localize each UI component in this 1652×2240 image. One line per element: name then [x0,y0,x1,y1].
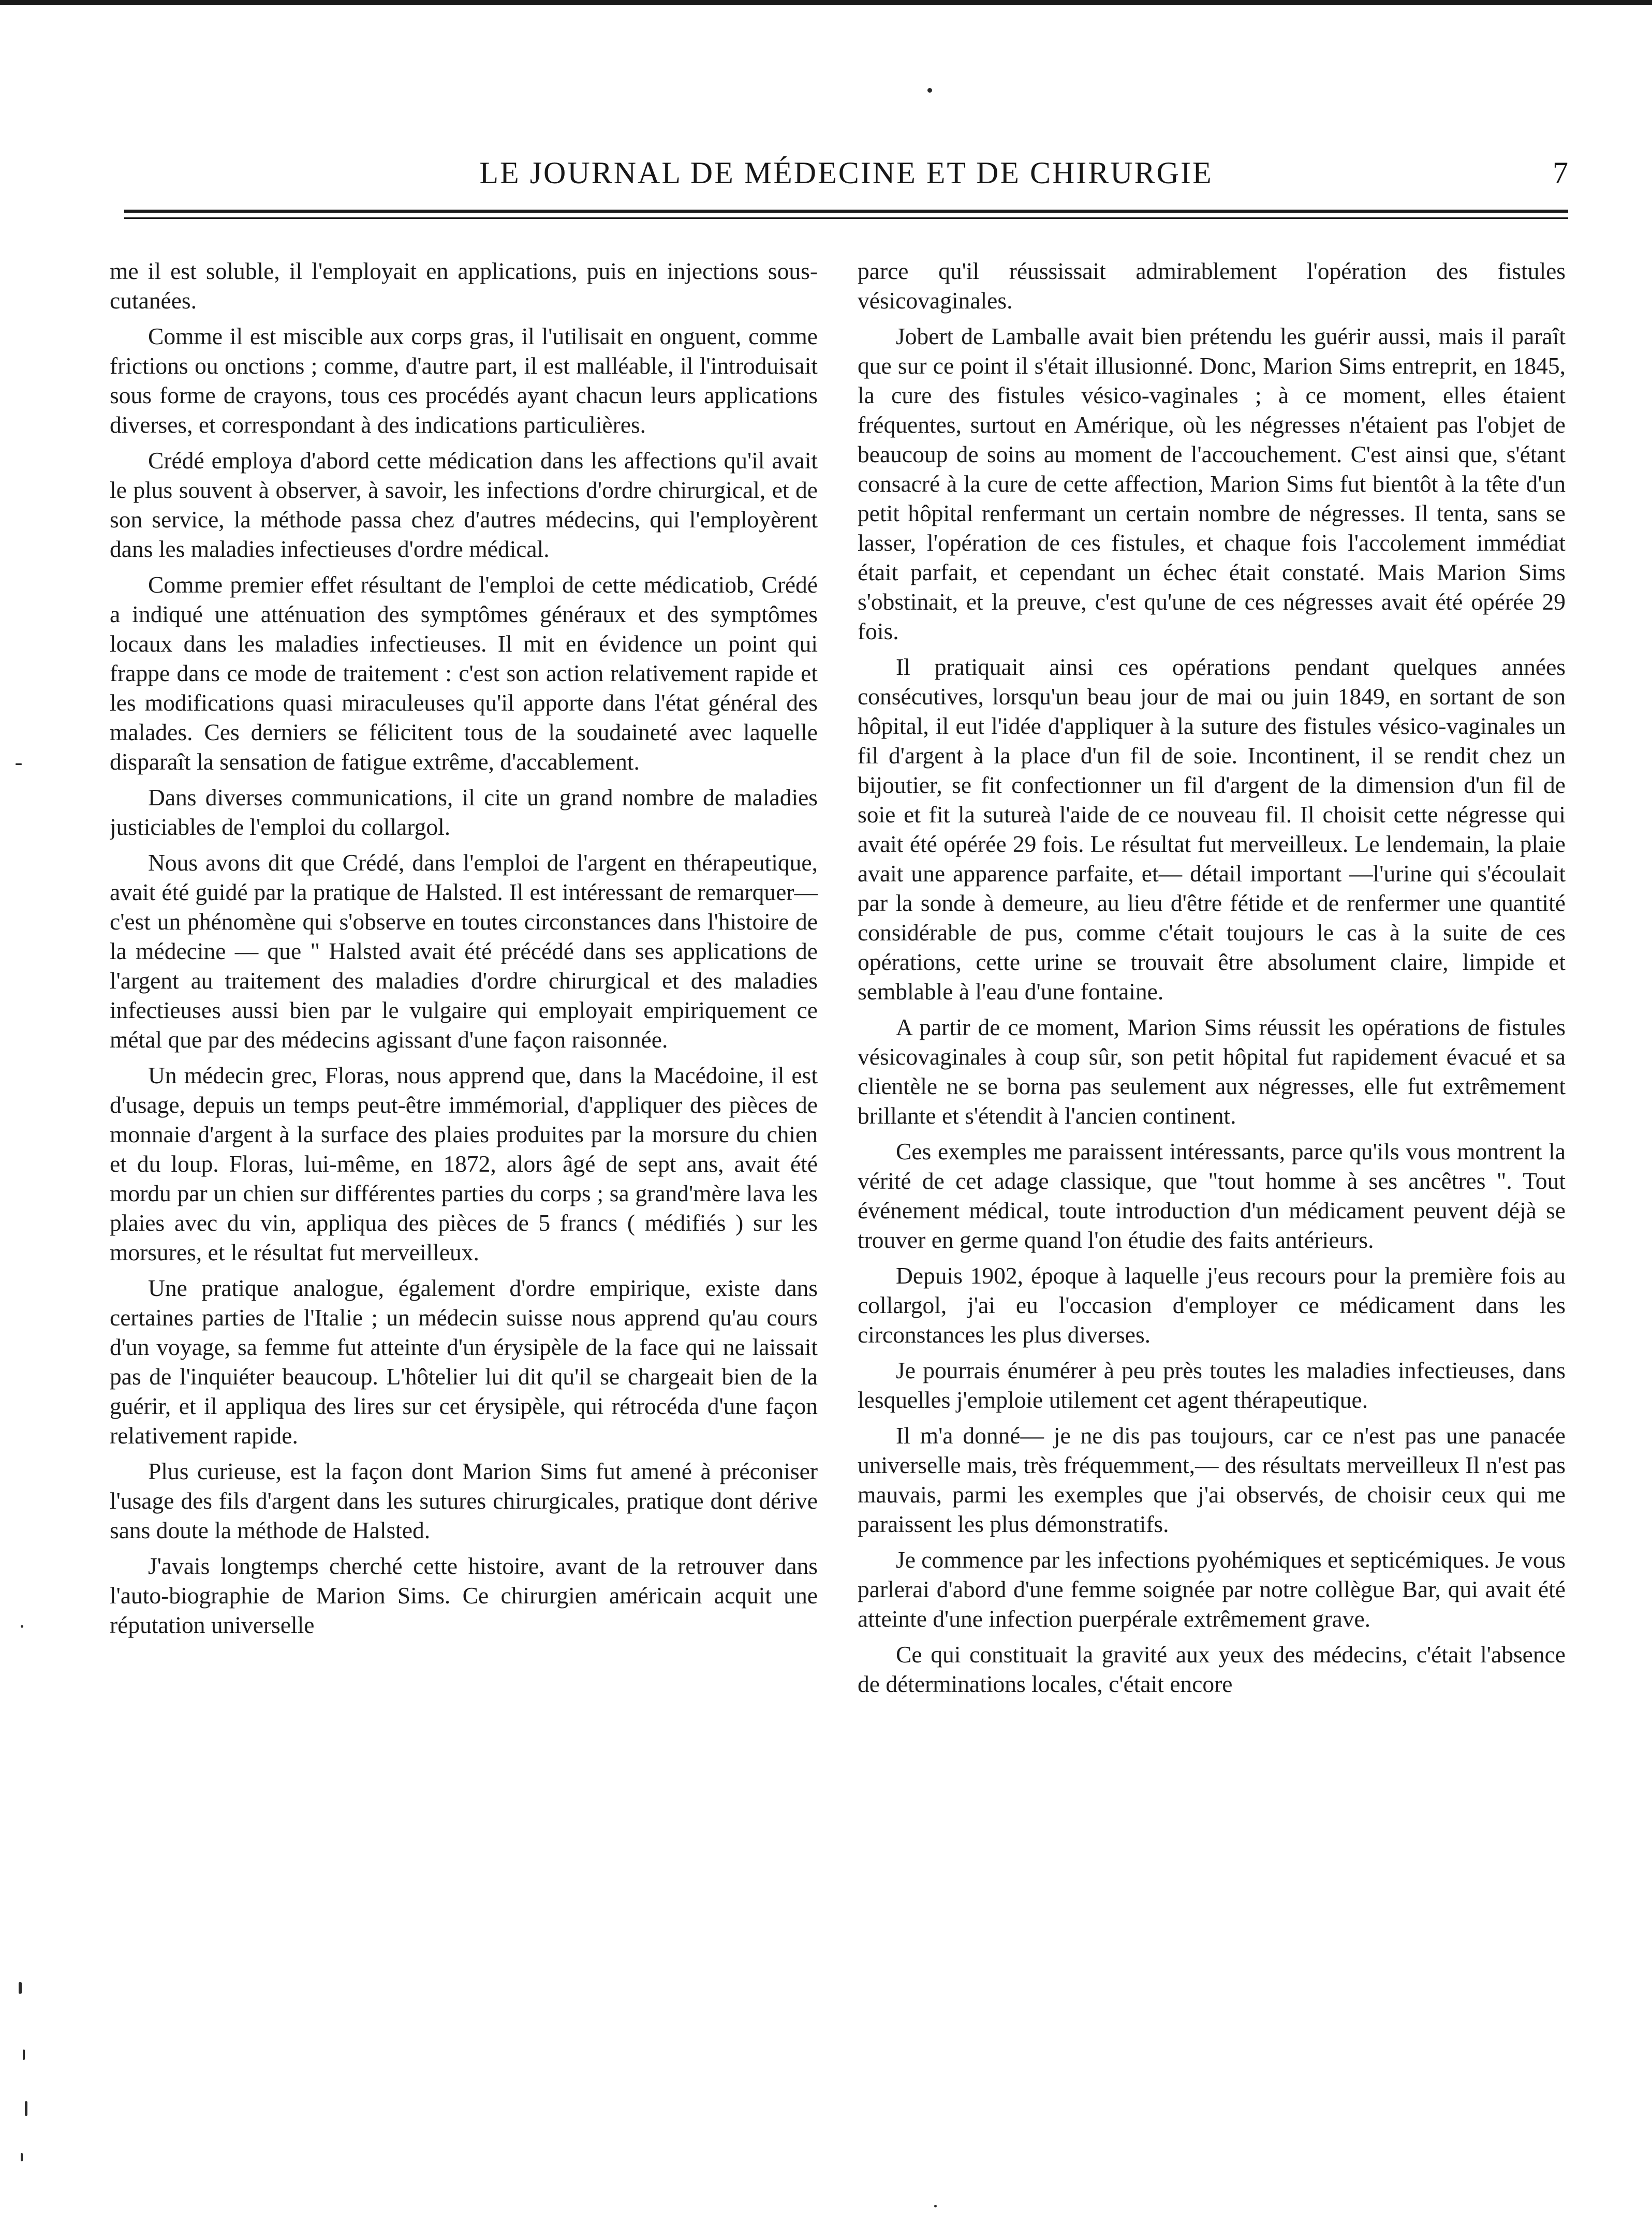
header-rule-thin [124,217,1568,219]
scan-speck [23,2050,25,2060]
header-rule-thick [124,210,1568,213]
left-text-column [110,256,818,2176]
paragraph: Plus curieuse, est la façon dont Marion Sims fut amené à préconiser l'usage des fils d'argent dans les sutures chirurgicales, pratique dont dérive sans doute la méthode de Halsted. [110,1458,818,1543]
page-number: 7 [1553,156,1568,190]
paragraph: Depuis 1902, époque à laquelle j'eus recours pour la première fois au collargol, j'ai eu l'occasion d'employer ce médicament dans les circonstances les plus diverses. [858,1262,1566,1348]
paragraph: Dans diverses communications, il cite un grand nombre de maladies justiciables de l'emploi du collargol. [110,784,818,840]
paragraph: J'avais longtemps cherché cette histoire, avant de la retrouver dans l'auto-biographie de Marion Sims. Ce chirurgien américain acquit une réputation universelle [110,1553,818,1638]
paragraph: parce qu'il réussissait admirablement l'opération des fistules vésicovaginales. [858,258,1566,314]
paragraph: Une pratique analogue, également d'ordre empirique, existe dans certaines parties de l'Italie ; un médecin suisse nous apprend qu'au cours d'un voyage, sa femme fut atteinte d'un érysipèle de la face qui ne laissait pas de l'inquiéter beaucoup. L'hôtelier lui dit qu'il se chargeait bien de la guérir, et il appliqua des lires sur cet érysipèle, qui rétrocéda d'une façon relativement rapide. [110,1275,818,1449]
top-border-rule [0,0,1652,5]
paragraph: Comme premier effet résultant de l'emploi de cette médicatiob, Crédé a indiqué une atténuation des symptômes généraux et des symptômes locaux dans les maladies infectieuses. Il mit en évidence un point qui frappe dans ce mode de traitement : c'est son action relativement rapide et les modifications quasi miraculeuses qu'il apporte dans l'état général des malades. Ces derniers se félicitent tous de la soudaineté avec laquelle disparaît la sensation de fatigue extrême, d'accablement. [110,571,818,775]
scan-speck [21,1625,23,1628]
scan-speck [21,2153,23,2161]
scan-speck [25,2101,27,2116]
scan-speck [19,1982,22,1994]
paragraph: Comme il est miscible aux corps gras, il l'utilisait en onguent, comme frictions ou onctions ; comme, d'autre part, il est malléable, il l'introduisait sous forme de crayons, tous ces procédés ayant chacun leurs applications diverses, et correspondant à des indications particulières. [110,323,818,438]
paragraph: Ces exemples me paraissent intéressants, parce qu'ils vous montrent la vérité de cet adage classique, que "tout homme à ses ancêtres ". Tout événement médical, toute introduction d'un médicament peuvent déjà se trouver en germe quand l'on étudie des faits antérieurs. [858,1138,1566,1253]
scan-speck [934,2205,937,2207]
right-text-column [858,256,1566,2176]
paragraph: me il est soluble, il l'employait en applications, puis en injections sous-cutanées. [110,258,818,314]
paragraph: Je commence par les infections pyohémiques et septicémiques. Je vous parlerai d'abord d'une femme soignée par notre collègue Bar, qui avait été atteinte d'une infection puerpérale extrêmement grave. [858,1546,1566,1632]
page-header [124,148,1568,204]
paragraph: Je pourrais énumérer à peu près toutes les maladies infectieuses, dans lesquelles j'emploie utilement cet agent thérapeutique. [858,1357,1566,1413]
paragraph: Jobert de Lamballe avait bien prétendu les guérir aussi, mais il paraît que sur ce point il s'était illusionné. Donc, Marion Sims entreprit, en 1845, la cure des fistules vésico-vaginales ; à ce moment, elles étaient fréquentes, surtout en Amérique, où les négresses n'étaient pas l'objet de beaucoup de soins au moment de l'accouchement. C'est ainsi que, s'étant consacré à la cure de cette affection, Marion Sims fut bientôt à la tête d'un petit hôpital renfermant un certain nombre de négresses. Il tenta, sans se lasser, l'opération de ces fistules, et chaque fois l'accolement immédiat était parfait, et cependant un échec était constaté. Mais Marion Sims s'obstinait, et la preuve, c'est qu'une de ces négresses avait été opérée 29 fois. [858,323,1566,644]
scan-speck [16,763,22,765]
paragraph: Crédé employa d'abord cette médication dans les affections qu'il avait le plus souvent à observer, à savoir, les infections d'ordre chirurgical, et de son service, la méthode passa chez d'autres médecins, qui l'employèrent dans les maladies infectieuses d'ordre médical. [110,447,818,562]
journal-title: LE JOURNAL DE MÉDECINE ET DE CHIRURGIE [479,156,1213,190]
paragraph: A partir de ce moment, Marion Sims réussit les opérations de fistules vésicovaginales à coup sûr, son petit hôpital fut rapidement évacué et sa clientèle ne se borna pas seulement aux négresses, elle fut extrêmement brillante et s'étendit à l'ancien continent. [858,1014,1566,1129]
paragraph: Ce qui constituait la gravité aux yeux des médecins, c'était l'absence de déterminations locales, c'était encore [858,1641,1566,1697]
header-double-rule [124,210,1568,222]
scan-speck [927,88,932,93]
paragraph: Il pratiquait ainsi ces opérations pendant quelques années consécutives, lorsqu'un beau jour de mai ou juin 1849, en sortant de son hôpital, il eut l'idée d'appliquer à la suture des fistules vésico-vaginales un fil d'argent à la place d'un fil de soie. Incontinent, il se rendit chez un bijoutier, se fit confectionner un fil d'argent de la dimension d'un fil de soie et fit la sutureà l'aide de ce nouveau fil. Il choisit cette négresse qui avait été opérée 29 fois. Le résultat fut merveilleux. Le lendemain, la plaie avait une apparence parfaite, et— détail important —l'urine qui s'écoulait par la sonde à demeure, au lieu d'être fétide et de renfermer une quantité considérable de pus, comme c'était toujours le cas à la suite de ces opérations, cette urine se trouvait être absolument claire, limpide et semblable à l'eau d'une fontaine. [858,654,1566,1005]
paragraph: Nous avons dit que Crédé, dans l'emploi de l'argent en thérapeutique, avait été guidé par la pratique de Halsted. Il est intéressant de remarquer— c'est un phénomène qui s'observe en toutes circonstances dans l'histoire de la médecine — que " Halsted avait été précédé dans ses applications de l'argent au traitement des maladies d'ordre chirurgical et des maladies infectieuses aussi bien par le vulgaire qui employait empiriquement ce métal que par des médecins agissant d'une façon raisonnée. [110,849,818,1053]
paragraph: Un médecin grec, Floras, nous apprend que, dans la Macédoine, il est d'usage, depuis un temps peut-être immémorial, d'appliquer des pièces de monnaie d'argent à la surface des plaies produites par la morsure du chien et du loup. Floras, lui-même, en 1872, alors âgé de sept ans, avait été mordu par un chien sur différentes parties du corps ; sa grand'mère lava les plaies avec du vin, appliqua des pièces de 5 francs ( médifiés ) sur les morsures, et le résultat fut merveilleux. [110,1062,818,1265]
paragraph: Il m'a donné— je ne dis pas toujours, car ce n'est pas une panacée universelle mais, très fréquemment,— des résultats merveilleux Il n'est pas mauvais, parmi les exemples que j'ai observés, de choisir ceux qui me paraissent les plus démonstratifs. [858,1422,1566,1537]
